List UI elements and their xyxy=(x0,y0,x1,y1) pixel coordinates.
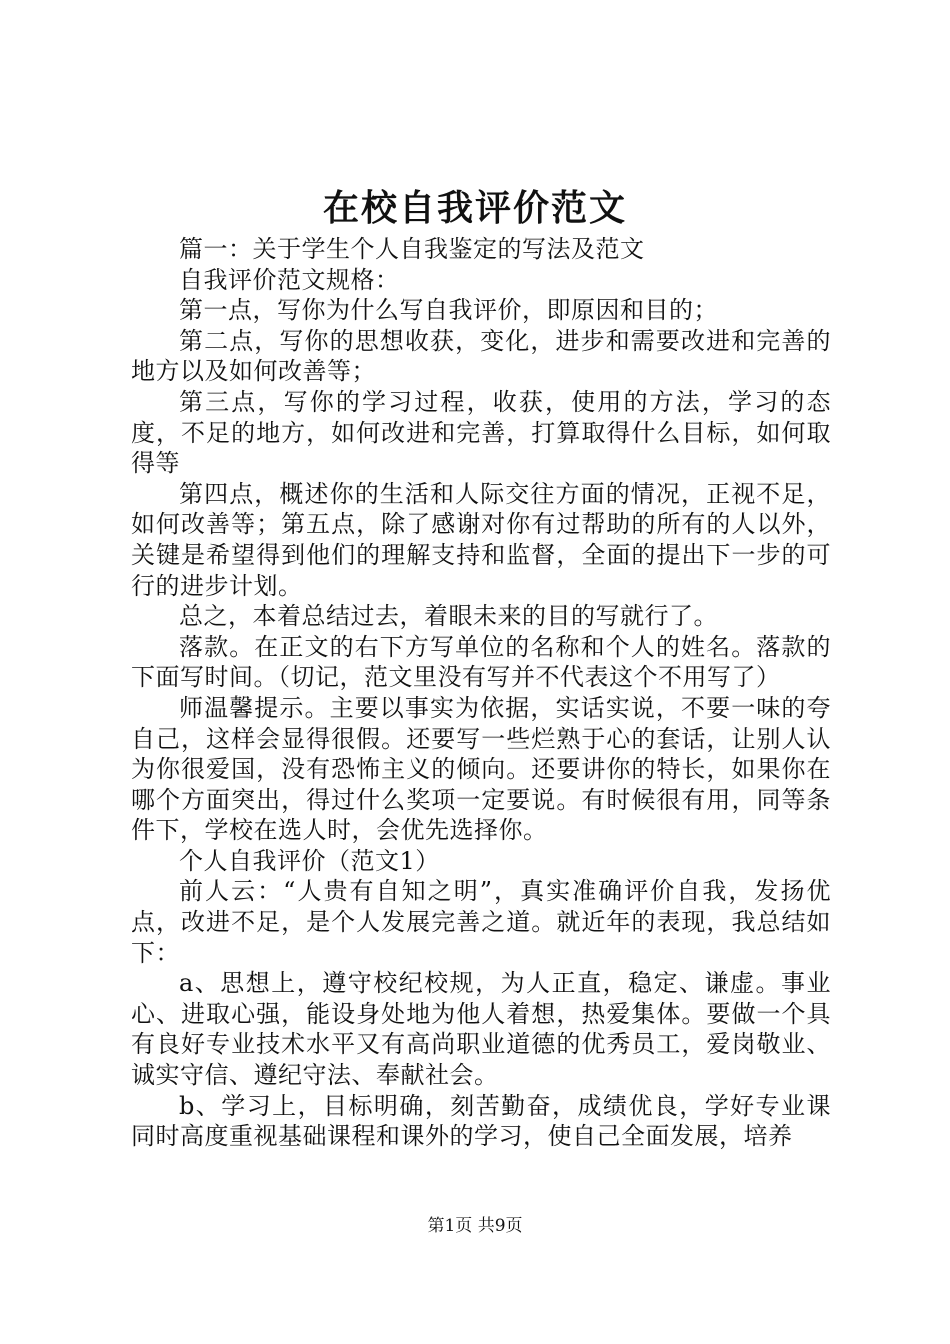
paragraph: 第二点，写你的思想收获，变化，进步和需要改进和完善的地方以及如何改善等； xyxy=(131,326,831,386)
paragraph: 落款。在正文的右下方写单位的名称和个人的姓名。落款的下面写时间。（切记，范文里没有写并不代表这个不用写了） xyxy=(131,632,831,692)
paragraph: 总之，本着总结过去，着眼未来的目的写就行了。 xyxy=(179,602,718,631)
paragraph: a、思想上，遵守校纪校规，为人正直，稳定、谦虚。事业心、进取心强，能设身处地为他人着想，热爱集体。要做一个具有良好专业技术水平又有高尚职业道德的优秀员工，爱岗敬业、诚实守信、遵纪守法、奉献社会。 xyxy=(131,969,831,1090)
document-title: 在校自我评价范文 xyxy=(322,187,627,229)
document-body xyxy=(131,234,831,1152)
paragraph: b、学习上，目标明确，刻苦勤奋，成绩优良，学好专业课同时高度重视基础课程和课外的学习，使自己全面发展，培养 xyxy=(131,1091,831,1151)
paragraph: 第四点，概述你的生活和人际交往方面的情况，正视不足，如何改善等；第五点，除了感谢对你有过帮助的所有的人以外，关键是希望得到他们的理解支持和监督，全面的提出下一步的可行的进步计划。 xyxy=(131,479,831,600)
paragraph: 第一点，写你为什么写自我评价，即原因和目的； xyxy=(179,296,718,325)
paragraph: 自我评价范文规格： xyxy=(179,265,400,294)
paragraph: 个人自我评价（范文1） xyxy=(179,846,440,875)
paragraph: 前人云：“人贵有自知之明”，真实准确评价自我，发扬优点，改进不足，是个人发展完善之道。就近年的表现，我总结如下： xyxy=(131,877,831,967)
paragraph: 师温馨提示。主要以事实为依据，实话实说，不要一味的夸自己，这样会显得很假。还要写一些烂熟于心的套话，让别人认为你很爱国，没有恐怖主义的倾向。还要讲你的特长，如果你在哪个方面突出，得过什么奖项一定要说。有时候很有用，同等条件下，学校在选人时，会优先选择你。 xyxy=(131,693,831,845)
page-footer: 第1页 共9页 xyxy=(427,1216,523,1236)
paragraph: 第三点，写你的学习过程，收获，使用的方法，学习的态度，不足的地方，如何改进和完善，打算取得什么目标，如何取得等 xyxy=(131,387,831,478)
paragraph: 篇一：关于学生个人自我鉴定的写法及范文 xyxy=(179,235,645,263)
